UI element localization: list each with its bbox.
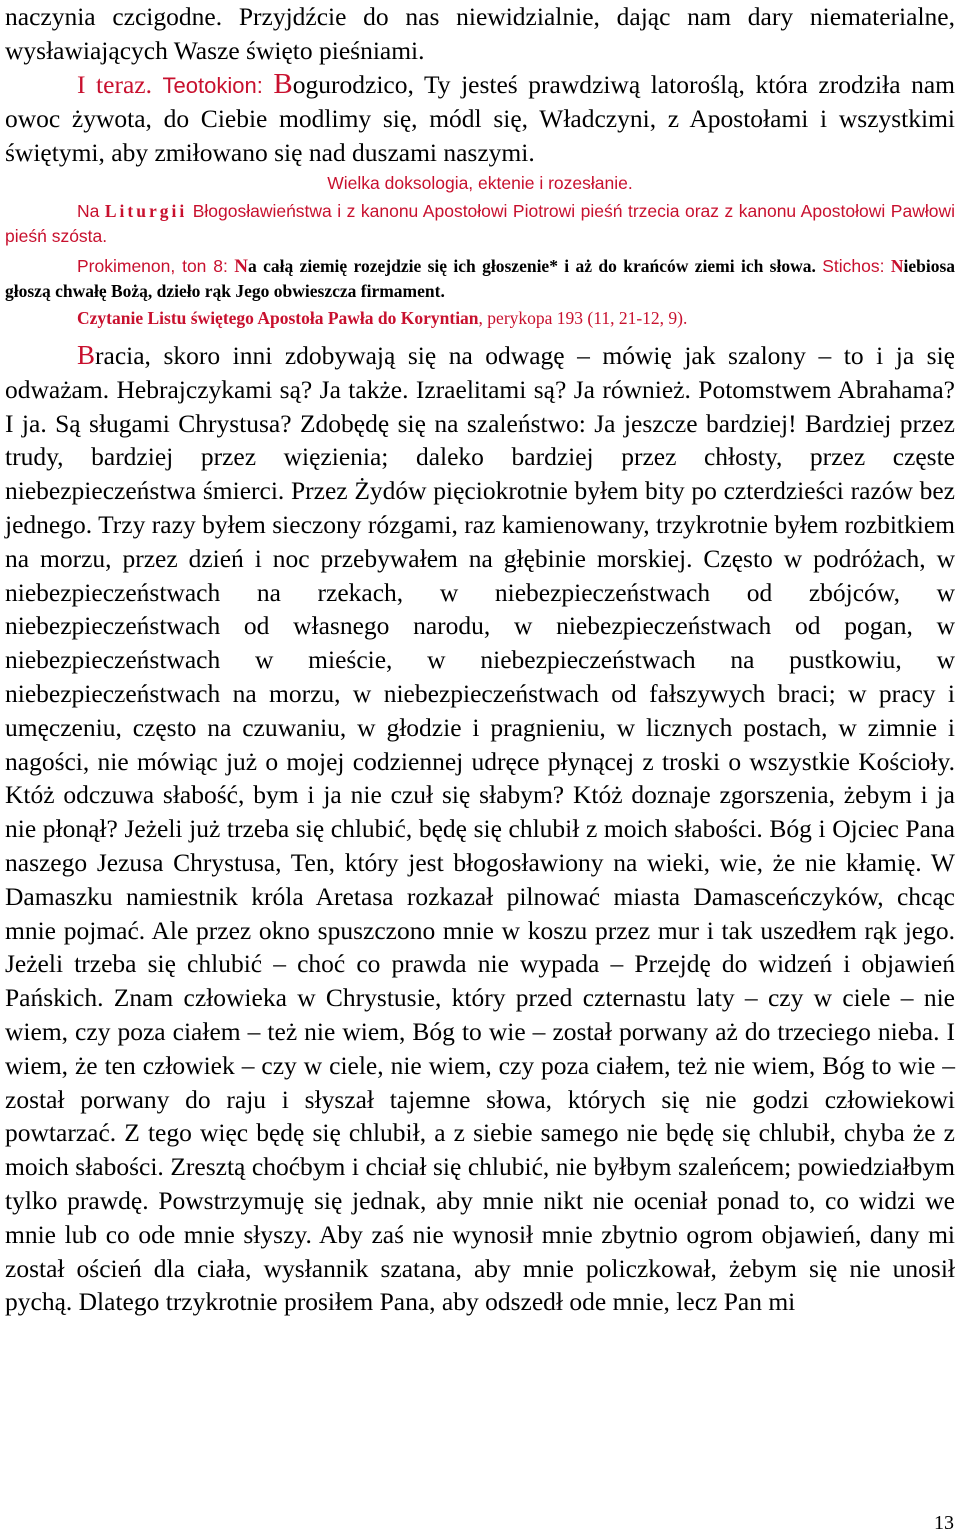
top-line: naczynia czcigodne. Przyjdźcie do nas niewidzialnie, dając nam dary niematerialne, wysławiających Wasze święto pieśniami.	[5, 2, 955, 65]
prokimenon-initial: N	[234, 255, 248, 277]
top-paragraph	[5, 0, 955, 68]
page-number: 13	[934, 1512, 954, 1534]
liturgy-paragraph	[5, 199, 955, 249]
reading-pericope: , perykopa 193 (11, 21-12, 9).	[478, 307, 688, 328]
document-page	[5, 0, 955, 1319]
prokimenon-text: a całą ziemię rozejdzie się ich głoszenie* i aż do krańców ziemi ich słowa.	[247, 255, 816, 276]
stichos-text: iebiosa głoszą chwałę Bożą, dzieło rąk Jego obwieszcza firmament.	[5, 255, 956, 301]
stichos-label: Stichos:	[822, 255, 885, 276]
teotokion-label: Teotokion:	[162, 72, 263, 98]
reading-title-text: Czytanie Listu świętego Apostoła Pawła do Koryntian	[77, 307, 479, 328]
epistle-text: racia, skoro inni zdobywają się na odwagę – mówię jak szalony – to i ja się odważam. Hebrajczykami są? Ja także. Izraelitami są? Ja również. Potomstwem Abrahama? I ja. Są sługami Chrystusa? Zdobędę się na szaleństwo: Ja jeszcze bardziej! Bardziej przez trudy, bardziej przez więzienia; daleko bardziej przez chłosty, przez częste niebezpieczeństwa śmierci. Przez Żydów pięciokrotnie byłem bity po czterdzieści razów bez jednego. Trzy razy byłem sieczony rózgami, raz kamienowany, trzykrotnie byłem rozbitkiem na morzu, przez dzień i noc przebywałem na głębinie morskiej. Często w podróżach, w niebezpieczeństwach na rzekach, w niebezpieczeństwach od zbójców, w niebezpieczeństwach od własnego narodu, w niebezpieczeństwach od pogan, w niebezpieczeństwach w mieście, w niebezpieczeństwach na pustkowiu, w niebezpieczeństwach na morzu, w niebezpieczeństwach od fałszywych braci; w pracy i umęczeniu, często na czuwaniu, w głodzie i pragnieniu, w licznych postach, w zimnie i nagości, nie mówiąc już o mojej codziennej udręce płynącej z troski o wszystkie Kościoły. Któż odczuwa słabość, bym i ja nie czuł się słabym? Któż doznaje zgorszenia, żebym i ja nie płonął? Jeżeli już trzeba się chlubić, będę się chlubił z moich słabości. Bóg i Ojciec Pana naszego Jezusa Chrystusa, Ten, który jest błogosławiony na wieki, wie, że nie kłamię. W Damaszku namiestnik króla Aretasa rozkazał pilnować miasta Damasceńczyków, chcąc mnie pojmać. Ale przez okno spuszczono mnie w koszu przez mur i tak uszedłem rąk jego. Jeżeli trzeba się chlubić – choć co prawda nie wypada – Przejdę do widzeń i objawień Pańskich. Znam człowieka w Chrystusie, który przed czternastu laty – czy w ciele – nie wiem, czy poza ciałem – też nie wiem, Bóg to wie – został porwany aż do trzeciego nieba. I wiem, że ten człowiek – czy w ciele, nie wiem, czy poza ciałem, też nie wiem, Bóg to wie – został porwany do raju i słyszał tajemne słowa, których się nie godzi człowiekowi powtarzać. Z tego więc będę się chlubił, a z siebie samego nie będę się chlubił, chyba że z moich słabości. Zresztą choćbym i chciał się chlubić, nie byłbym szaleńcem; powiedziałbym tylko prawdę. Powstrzymuję się jednak, aby mnie nikt nie oceniał ponad to, co widzi we mnie lub co ode mnie słyszy. Aby zaś nie wynosił mnie zbytnio ogrom objawień, dany mi został oścień dla ciała, wysłannik szatana, aby mnie policzkował, żebym się nie unosił pychą. Dlatego trzykrotnie prosiłem Pana, aby odszedł ode mnie, lecz Pan mi	[5, 340, 955, 1317]
epistle-paragraph	[5, 339, 955, 1319]
rubric-doxology: Wielka doksologia, ektenie i rozesłanie.	[327, 172, 633, 193]
prokimenon-label: Prokimenon, ton 8:	[77, 255, 228, 276]
liturgy-word: Liturgii	[104, 200, 188, 221]
teotokion-text: ogurodzico, Ty jesteś prawdziwą latoroślą, która zrodziła nam owoc żywota, do Ciebie modlimy się, módl się, Władczyni, z Apostołami i wszystkimi świętymi, aby zmiłowano się nad duszami naszymi.	[5, 69, 956, 168]
reading-title	[5, 306, 955, 331]
stichos-initial: N	[890, 255, 904, 276]
liturgy-text: Błogosławieństwa i z kanonu Apostołowi Piotrowi pieśń trzecia oraz z kanonu Apostołowi Pawłowi pieśń szósta.	[5, 200, 955, 246]
liturgy-na: Na	[77, 200, 100, 221]
teotokion-initial: B	[273, 67, 293, 100]
epistle-initial: B	[77, 339, 96, 370]
teotokion-paragraph	[5, 68, 955, 170]
i-teraz-label: I teraz.	[77, 69, 152, 99]
prokimenon-paragraph	[5, 254, 955, 304]
